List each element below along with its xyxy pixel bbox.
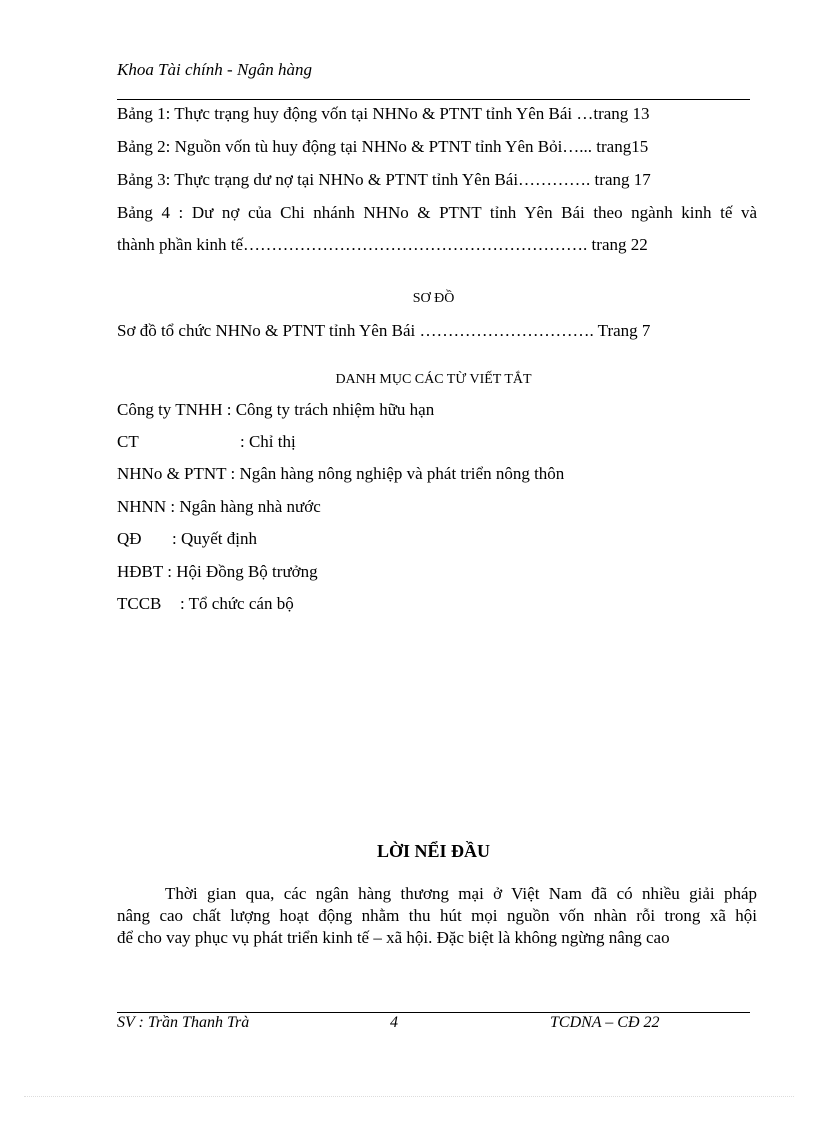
page-bottom-border: [24, 1096, 794, 1097]
abbreviation-key: QĐ: [117, 529, 142, 548]
footer-rule: [117, 1012, 750, 1013]
preface-title: LỜI NỂI ĐẦU: [376, 841, 491, 861]
preface-line: Thời gian qua, các ngân hàng thương mại ở Việt Nam đã có nhiều giải pháp: [165, 884, 757, 903]
preface-line: nâng cao chất lượng hoạt động nhằm thu hút mọi nguồn vốn nhàn rỗi trong xã hội: [117, 906, 757, 925]
abbreviation-item: HĐBT : Hội Đồng Bộ trưởng: [117, 562, 318, 581]
table-list-item-1: Bảng 1: Thực trạng huy động vốn tại NHNo & PTNT tỉnh Yên Bái …trang 13: [117, 104, 650, 123]
footer-page-number: 4: [390, 1014, 398, 1031]
abbreviations-title: DANH MỤC CÁC TỪ VIẾT TẮT: [335, 372, 532, 387]
abbreviation-key: CT: [117, 432, 139, 451]
table-list-item-4: Bảng 4 : Dư nợ của Chi nhánh NHNo & PTNT tỉnh Yên Bái theo ngành kinh tế và: [117, 203, 757, 222]
preface-line: để cho vay phục vụ phát triển kinh tế – xã hội. Đặc biệt là không ngừng nâng cao: [117, 928, 670, 947]
preface-paragraph: [117, 883, 757, 949]
footer-class-code: TCDNA – CĐ 22: [550, 1014, 660, 1031]
diagram-section-title: SƠ ĐỒ: [412, 291, 455, 306]
abbreviation-item: Công ty TNHH : Công ty trách nhiệm hữu hạn: [117, 400, 435, 419]
abbreviation-key: TCCB: [117, 594, 162, 613]
abbreviation-value: : Chỉ thị: [240, 432, 296, 451]
abbreviation-item: NHNo & PTNT : Ngân hàng nông nghiệp và phát triển nông thôn: [117, 464, 565, 483]
abbreviation-value: : Tổ chức cán bộ: [180, 594, 294, 613]
diagram-entry: Sơ đồ tổ chức NHNo & PTNT tỉnh Yên Bái …………………………. Trang 7: [117, 321, 651, 340]
header-rule: [117, 99, 750, 100]
table-list-item-4-continued: thành phần kinh tế……………………………………………………. trang 22: [117, 235, 648, 254]
page-header-department: Khoa Tài chính - Ngân hàng: [117, 60, 313, 79]
table-list-item-3: Bảng 3: Thực trạng dư nợ tại NHNo & PTNT tỉnh Yên Bái…………. trang 17: [117, 170, 651, 189]
footer-student: SV : Trần Thanh Trà: [117, 1014, 250, 1031]
table-list-item-2: Bảng 2: Nguồn vốn tù huy động tại NHNo & PTNT tỉnh Yên Bỏi…... trang15: [117, 137, 649, 156]
abbreviation-item: NHNN : Ngân hàng nhà nước: [117, 497, 321, 516]
abbreviation-value: : Quyết định: [172, 529, 257, 548]
